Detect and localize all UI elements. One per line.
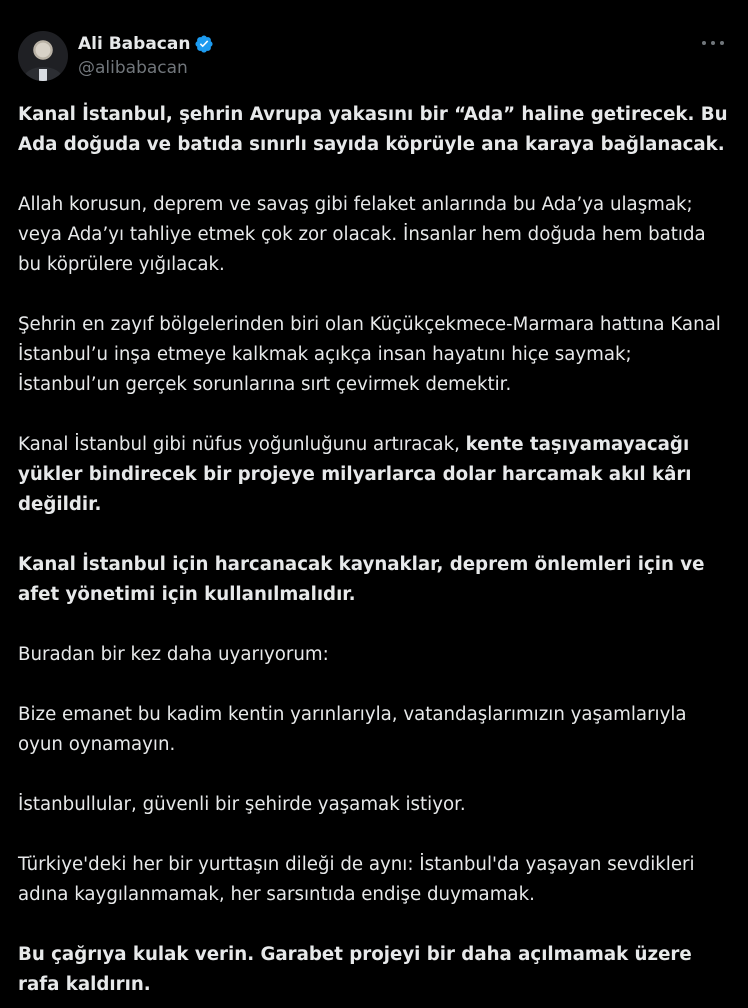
- tweet-paragraph-1: Kanal İstanbul, şehrin Avrupa yakasını bir “Ada” haline getirecek. Bu Ada doğuda ve batıda sınırlı sayıda köprüyle ana karaya bağlanacak.: [18, 104, 728, 155]
- author-names: [78, 32, 214, 80]
- handle[interactable]: @alibabacan: [78, 58, 188, 78]
- tweet-paragraph-6: Buradan bir kez daha uyarıyorum:: [18, 644, 329, 665]
- tweet-paragraph-8: İstanbullular, güvenli bir şehirde yaşamak istiyor.: [18, 794, 466, 815]
- more-horizontal-icon[interactable]: [702, 34, 724, 52]
- tweet-paragraph-5: Kanal İstanbul için harcanacak kaynaklar, deprem önlemleri için ve afet yönetimi için kullanılmalıdır.: [18, 554, 705, 605]
- verified-badge-svg: [194, 34, 214, 54]
- tweet-paragraph-4-normal: Kanal İstanbul gibi nüfus yoğunluğunu artıracak,: [18, 434, 466, 455]
- tweet-header: [18, 30, 730, 82]
- display-name[interactable]: Ali Babacan: [78, 34, 191, 54]
- tweet-paragraph-10: Bu çağrıya kulak verin. Garabet projeyi bir daha açılmamak üzere rafa kaldırın.: [18, 944, 692, 995]
- verified-badge-icon[interactable]: [194, 34, 214, 54]
- avatar[interactable]: [18, 31, 68, 81]
- tweet-paragraph-3: Şehrin en zayıf bölgelerinden biri olan Küçükçekmece-Marmara hattına Kanal İstanbul’u inşa etmeye kalkmak açıkça insan hayatını hiçe saymak; İstanbul’un gerçek sorunlarına sırt çevirmek demektir.: [18, 314, 721, 395]
- tweet-paragraph-9: Türkiye'deki her bir yurttaşın dileği de aynı: İstanbul'da yaşayan sevdikleri adına kaygılanmamak, her sarsıntıda endişe duymamak.: [18, 854, 695, 905]
- tweet-paragraph-2: Allah korusun, deprem ve savaş gibi felaket anlarında bu Ada’ya ulaşmak; veya Ada’yı tahliye etmek çok zor olacak. İnsanlar hem doğuda hem batıda bu köprülere yığılacak.: [18, 194, 706, 275]
- avatar-shirt: [39, 69, 47, 81]
- more-dot: [711, 41, 715, 45]
- name-row: [78, 32, 214, 56]
- more-dot: [702, 41, 706, 45]
- tweet-paragraph-4: [18, 430, 730, 520]
- tweet-paragraph-4-bold: kente taşıyamayacağı yükler bindirecek bir projeye milyarlarca dolar harcamak akıl kârı değildir.: [18, 434, 692, 515]
- more-dot: [720, 41, 724, 45]
- tweet-text: [18, 100, 730, 1000]
- tweet-paragraph-7: Bize emanet bu kadim kentin yarınlarıyla, vatandaşlarımızın yaşamlarıyla oyun oynamayın.: [18, 704, 687, 755]
